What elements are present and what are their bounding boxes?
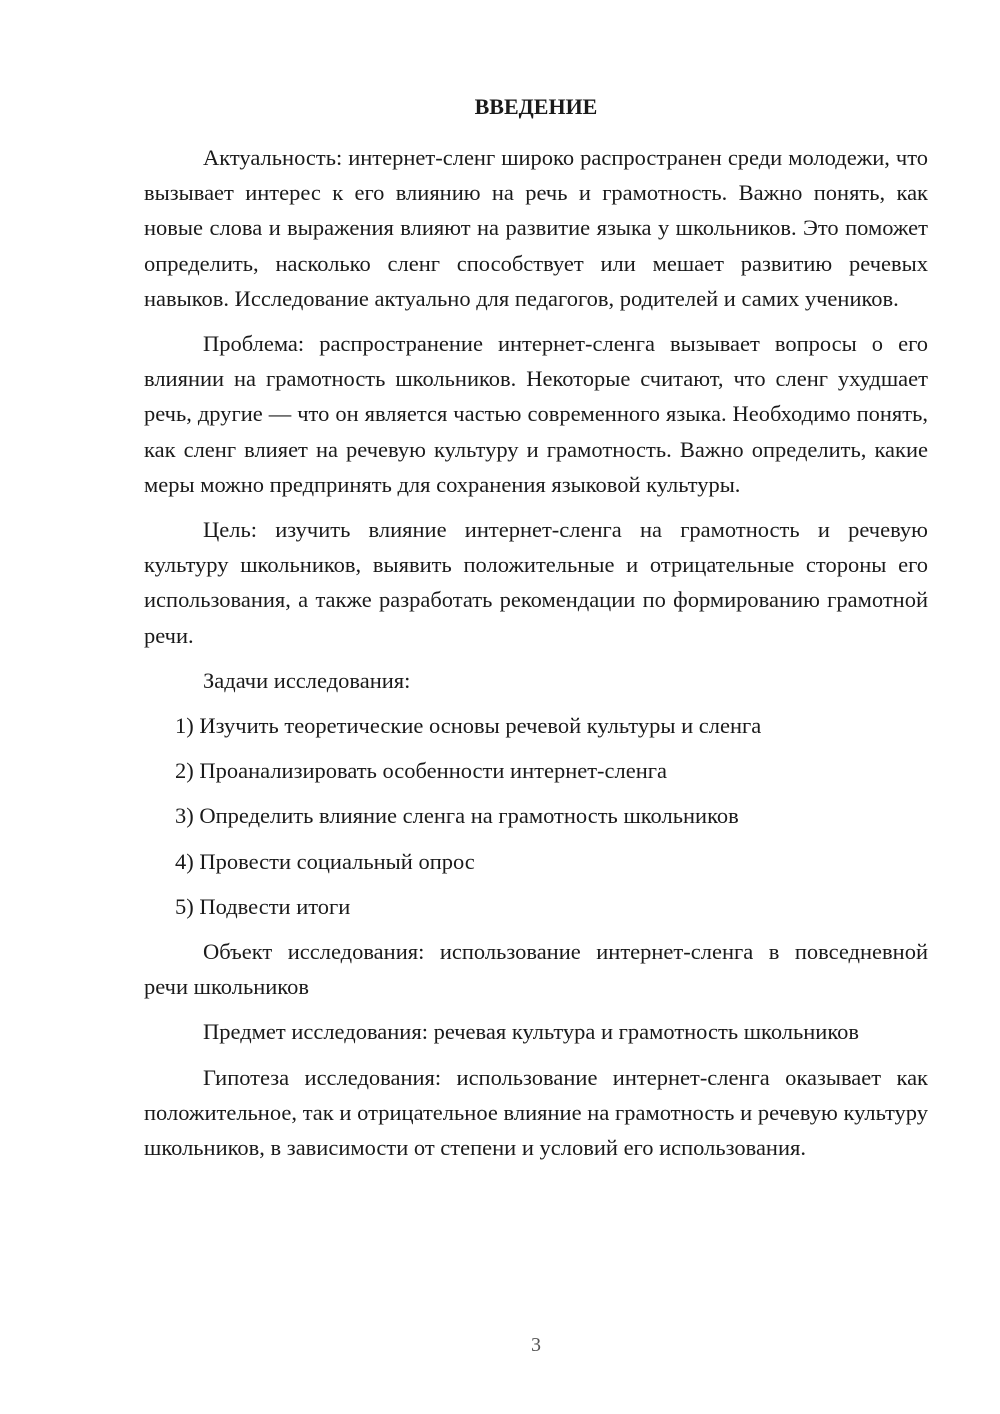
paragraph-relevance: Актуальность: интернет-сленг широко распространен среди молодежи, что вызывает интерес к его влиянию на речь и грамотность. Важно понять, как новые слова и выражения влияют на развитие языка у школьников. Это поможет определить, насколько сленг способствует или мешает развитию речевых навыков. Исследование актуально для педагогов, родителей и самих учеников. xyxy=(144,145,928,311)
paragraph-object: Объект исследования: использование интернет-сленга в повседневной речи школьников xyxy=(144,939,928,1000)
paragraph-subject: Предмет исследования: речевая культура и грамотность школьников xyxy=(203,1019,860,1045)
page-number: 3 xyxy=(531,1334,541,1356)
paragraph-problem: Проблема: распространение интернет-сленга вызывает вопросы о его влиянии на грамотность школьников. Некоторые считают, что сленг ухудшает речь, другие — что он является частью современного языка. Необходимо понять, как сленг влияет на речевую культуру и грамотность. Важно определить, какие меры можно предпринять для сохранения языковой культуры. xyxy=(144,331,928,497)
task-item-4: 4) Провести социальный опрос xyxy=(175,848,475,874)
task-item-1: 1) Изучить теоретические основы речевой культуры и сленга xyxy=(175,713,762,739)
section-heading: ВВЕДЕНИЕ xyxy=(474,94,598,119)
task-item-2: 2) Проанализировать особенности интернет-сленга xyxy=(175,758,668,784)
paragraph-goal: Цель: изучить влияние интернет-сленга на грамотность и речевую культуру школьников, выявить положительные и отрицательные стороны его использования, а также разработать рекомендации по формированию грамотной речи. xyxy=(144,517,928,648)
paragraph-hypothesis: Гипотеза исследования: использование интернет-сленга оказывает как положительное, так и отрицательное влияние на грамотность и речевую культуру школьников, в зависимости от степени и условий его использования. xyxy=(144,1064,928,1161)
tasks-intro: Задачи исследования: xyxy=(203,667,411,693)
task-item-3: 3) Определить влияние сленга на грамотность школьников xyxy=(175,803,739,829)
page-content xyxy=(144,92,928,1165)
task-item-5: 5) Подвести итоги xyxy=(175,893,351,919)
